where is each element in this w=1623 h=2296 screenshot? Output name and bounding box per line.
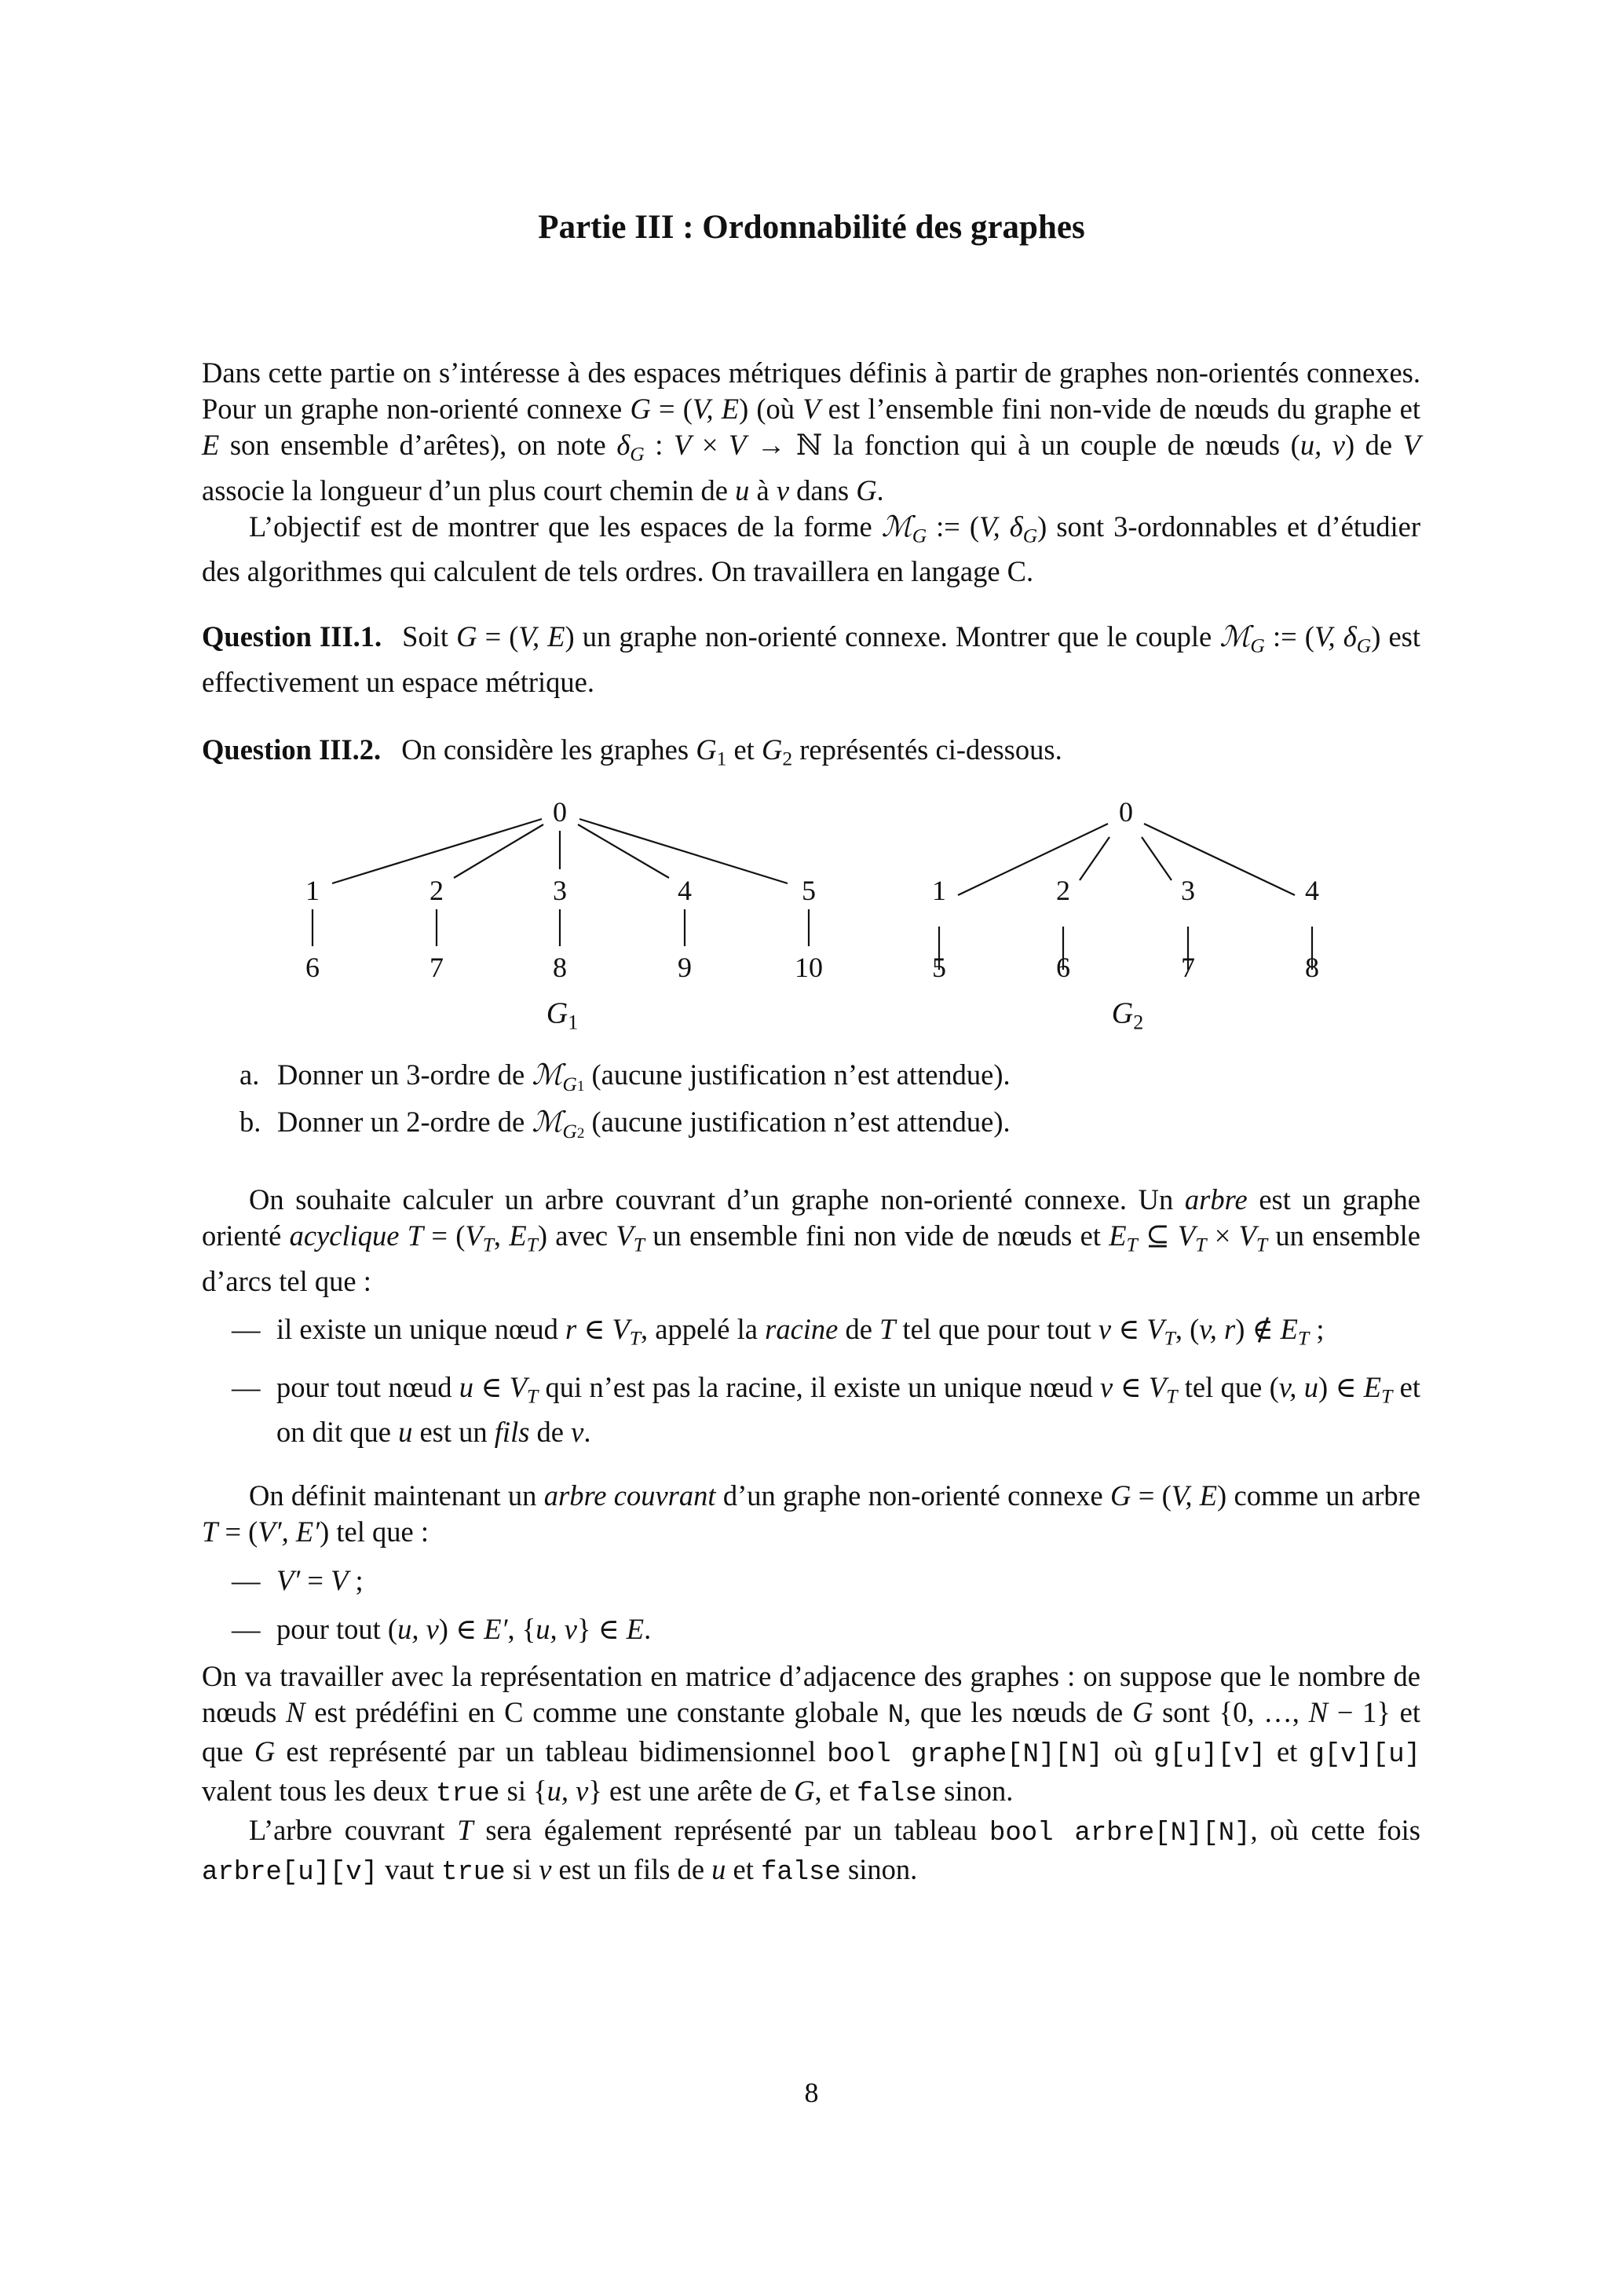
g2-node-2: 2	[1056, 875, 1070, 906]
g2-node-6: 6	[1056, 952, 1070, 983]
arbre-declaration: bool arbre[N][N]	[989, 1819, 1251, 1848]
intro-paragraph-2: L’objectif est de montrer que les espaces de la forme ℳ$_G$ := (V, $\delta_G$) sont 3-ordonnables et d’étudier des algorithmes qui calculent de tels ordres. On travaillera en langage C.	[202, 510, 1421, 588]
graphe-declaration: bool graphe[N][N]	[827, 1740, 1103, 1770]
page-title: Partie III : Ordonnabilité des graphes	[538, 209, 1085, 246]
dash-bullet: —	[232, 1313, 261, 1345]
intro-paragraph-1: Dans cette partie on s’intéresse à des espaces métriques définis à partir de graphes non-orientés connexes. Pour un graphe non-orienté connexe G = (V, E) (où V est l’ensemble fini non-vide de nœuds du graphe et E son ensemble d’arêtes), on note $\delta_G$ : V × V → ℕ la fonction qui à un couple de nœuds (u, v) de V associe la longueur d’un plus court chemin de u à v dans G.	[202, 356, 1421, 506]
representation-section	[202, 1658, 1420, 1891]
tree-definition	[202, 1182, 1420, 1300]
item-a-text: Donner un 3-ordre de ℳ$_{G1}$ (aucune justification n’est attendue).	[277, 1058, 1011, 1095]
g1-node-0: 0	[553, 796, 567, 828]
spanning-condition-1: — V′ = V ;	[202, 1563, 1420, 1599]
item-a-label: a.	[239, 1058, 260, 1091]
question-1-text: Soit G = (V, E) un graphe non-orienté connexe. Montrer que le couple ℳ$_G$ := (V, $\delta_G$) est effectivement un espace métrique.	[202, 620, 1420, 698]
dash-bullet: —	[232, 1370, 261, 1403]
spanning-conditions-list	[202, 1563, 1420, 1647]
question-2-text: On considère les graphes $G_1$ et $G_2$ représentés ci-dessous.	[401, 733, 1062, 770]
g2-node-7: 7	[1181, 952, 1195, 983]
question-2-item-a	[239, 1057, 1417, 1104]
question-2	[202, 732, 1420, 777]
g2-node-4: 4	[1305, 875, 1319, 906]
g2-node-1: 1	[932, 875, 946, 906]
g1-node-5: 5	[802, 875, 816, 906]
item-b-text: Donner un 2-ordre de ℳ$_{G2}$ (aucune justification n’est attendue).	[277, 1106, 1011, 1143]
intro-section	[202, 355, 1420, 590]
g1-node-9: 9	[678, 952, 692, 983]
spanning-condition-2: — pour tout (u, v) ∈ E′, {u, v} ∈ E.	[202, 1611, 1420, 1647]
tree-conditions-list	[202, 1311, 1420, 1450]
question-2-label: Question III.2.	[202, 733, 382, 766]
tree-condition-2: — pour tout nœud u ∈ $V_T$ qui n’est pas la racine, il existe un unique nœud v ∈ $V_T$ tel que (v, u) ∈ $E_T$ et on dit que u est un fils de v.	[232, 1370, 1420, 1449]
spanning-tree-definition	[202, 1478, 1420, 1550]
g1-node-4: 4	[678, 875, 692, 906]
g2-label: $G_2$	[1111, 996, 1144, 1034]
g1-node-3: 3	[553, 875, 567, 906]
g1-node-6: 6	[305, 952, 320, 983]
g1-node-10: 10	[795, 952, 823, 983]
g2-node-8: 8	[1305, 952, 1319, 983]
g2-node-3: 3	[1181, 875, 1195, 906]
tree-definition-paragraph: On souhaite calculer un arbre couvrant d’un graphe non-orienté connexe. Un arbre est un graphe orienté acyclique $T = (V_T$, $E_T$) avec $V_T$ un ensemble fini non vide de nœuds et $E_T$ ⊆ $V_T \times V_T$ un ensemble d’arcs tel que :	[202, 1183, 1420, 1297]
dash-bullet: —	[232, 1613, 261, 1645]
g1-node-7: 7	[430, 952, 444, 983]
tree-condition-1: — il existe un unique nœud r ∈ $V_T$, appelé la racine de T tel que pour tout v ∈ $V_T$, (v, r) ∉ $E_T$ ;	[232, 1313, 1325, 1350]
question-2-items	[239, 1057, 1417, 1151]
item-b-label: b.	[239, 1106, 261, 1138]
page-number: 8	[804, 2077, 819, 2108]
question-2-item-b	[239, 1104, 1417, 1151]
g1-node-1: 1	[305, 875, 320, 906]
spanning-tree-paragraph: On définit maintenant un arbre couvrant d’un graphe non-orienté connexe G = (V, E) comme un arbre T = (V′, E′) tel que :	[202, 1479, 1420, 1548]
representation-paragraph-1: On va travailler avec la représentation en matrice d’adjacence des graphes : on suppose que le nombre de nœuds N est prédéfini en C comme une constante globale N, que les nœuds de G sont {0, …, N − 1} et que G est représenté par un tableau bidimensionnel bool graphe[N][N] où g[u][v] et g[v][u] valent tous les deux true si {u, v} est une arête de G, et false sinon.	[202, 1660, 1420, 1809]
g1-node-8: 8	[553, 952, 567, 983]
question-1	[202, 619, 1420, 700]
g2-node-0: 0	[1119, 796, 1133, 828]
graph-g2-edges	[939, 824, 1312, 970]
question-1-label: Question III.1.	[202, 620, 382, 653]
dash-bullet: —	[232, 1564, 261, 1596]
g1-node-2: 2	[430, 875, 444, 906]
representation-paragraph-2: L’arbre couvrant T sera également représenté par un tableau bool arbre[N][N], où cette fois arbre[u][v] vaut true si v est un fils de u et false sinon.	[202, 1814, 1420, 1888]
g1-label: $G_1$	[546, 996, 579, 1034]
g2-node-5: 5	[932, 952, 946, 983]
